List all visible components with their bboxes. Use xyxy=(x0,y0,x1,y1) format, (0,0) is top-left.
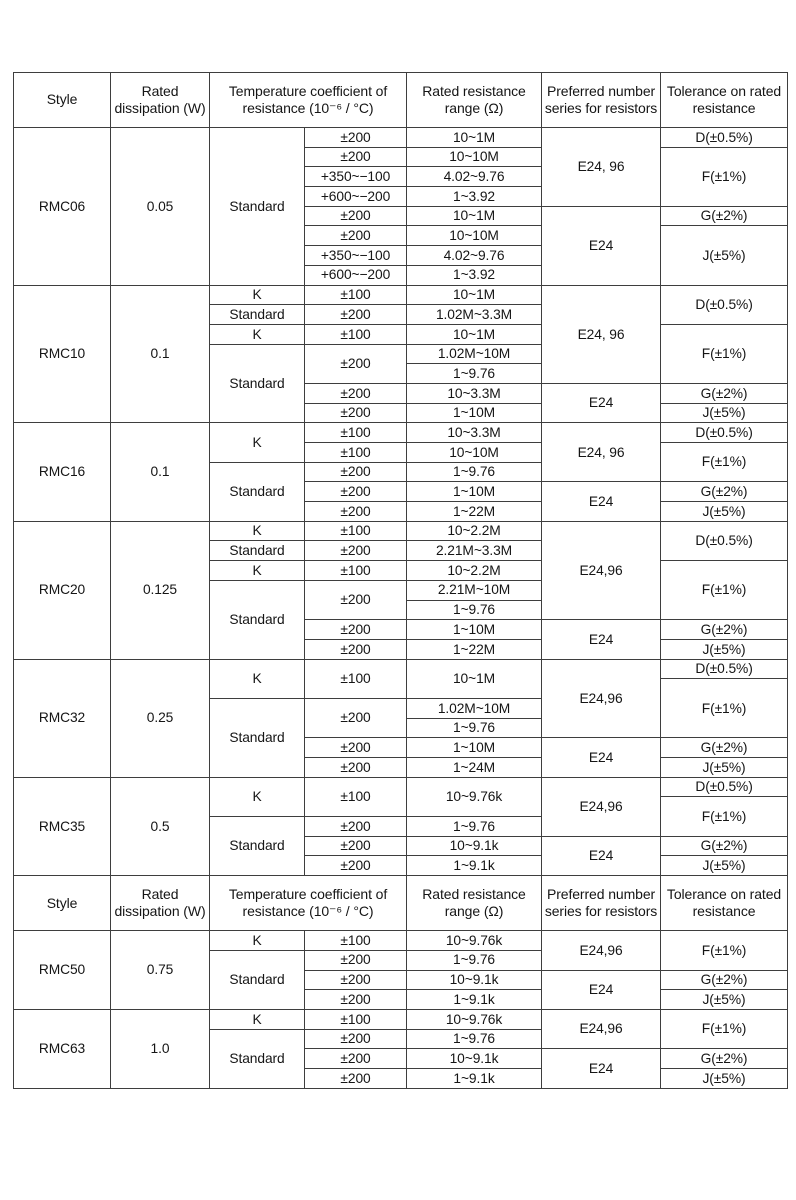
cell-resistance-range: 10~9.1k xyxy=(407,970,542,990)
cell-resistance-range: 1.02M~10M xyxy=(407,698,542,718)
cell-tolerance: G(±2%) xyxy=(661,1049,788,1069)
header-cell-preferred-series: Preferred number series for resistors xyxy=(542,876,661,931)
cell-temp-coeff-value: ±200 xyxy=(305,738,407,758)
cell-temp-coeff-value: ±200 xyxy=(305,305,407,325)
cell-temp-coeff-value: +600~−200 xyxy=(305,265,407,285)
header-row xyxy=(14,73,788,128)
cell-rated-dissipation: 0.25 xyxy=(111,659,210,777)
cell-tolerance: D(±0.5%) xyxy=(661,128,788,148)
cell-tolerance: G(±2%) xyxy=(661,206,788,226)
cell-resistance-range: 1~9.76 xyxy=(407,1029,542,1049)
table-row xyxy=(14,931,788,951)
cell-resistance-range: 10~9.76k xyxy=(407,777,542,816)
header-cell-preferred-series: Preferred number series for resistors xyxy=(542,73,661,128)
cell-temp-coeff-value: ±200 xyxy=(305,541,407,561)
cell-resistance-range: 10~1M xyxy=(407,659,542,698)
cell-preferred-series: E24,96 xyxy=(542,777,661,836)
cell-preferred-series: E24,96 xyxy=(542,931,661,970)
cell-tolerance: F(±1%) xyxy=(661,797,788,836)
cell-temp-coeff-type: K xyxy=(210,423,305,462)
cell-temp-coeff-value: ±200 xyxy=(305,1029,407,1049)
cell-resistance-range: 10~1M xyxy=(407,206,542,226)
cell-temp-coeff-value: ±100 xyxy=(305,561,407,581)
cell-tolerance: G(±2%) xyxy=(661,738,788,758)
cell-temp-coeff-value: ±200 xyxy=(305,226,407,246)
cell-temp-coeff-type: K xyxy=(210,931,305,951)
cell-tolerance: F(±1%) xyxy=(661,147,788,206)
cell-temp-coeff-value: ±200 xyxy=(305,383,407,403)
cell-resistance-range: 10~10M xyxy=(407,147,542,167)
table-row xyxy=(14,777,788,797)
cell-resistance-range: 1~9.76 xyxy=(407,718,542,738)
cell-resistance-range: 10~3.3M xyxy=(407,383,542,403)
cell-resistance-range: 10~1M xyxy=(407,128,542,148)
cell-style: RMC10 xyxy=(14,285,111,423)
cell-rated-dissipation: 1.0 xyxy=(111,1009,210,1088)
header-cell-rated-dissipation: Rated dissipation (W) xyxy=(111,73,210,128)
cell-resistance-range: 4.02~9.76 xyxy=(407,167,542,187)
cell-resistance-range: 2.21M~3.3M xyxy=(407,541,542,561)
header-cell-rated-dissipation: Rated dissipation (W) xyxy=(111,876,210,931)
cell-temp-coeff-value: ±100 xyxy=(305,1009,407,1029)
cell-resistance-range: 1~9.76 xyxy=(407,462,542,482)
cell-tolerance: F(±1%) xyxy=(661,443,788,482)
header-cell-tolerance: Tolerance on rated resistance xyxy=(661,73,788,128)
table-row xyxy=(14,423,788,443)
cell-temp-coeff-type: K xyxy=(210,285,305,305)
cell-resistance-range: 1~3.92 xyxy=(407,187,542,207)
cell-resistance-range: 10~2.2M xyxy=(407,561,542,581)
cell-preferred-series: E24,96 xyxy=(542,1009,661,1048)
cell-rated-dissipation: 0.5 xyxy=(111,777,210,875)
cell-tolerance: J(±5%) xyxy=(661,226,788,285)
cell-resistance-range: 1~9.1k xyxy=(407,856,542,876)
cell-resistance-range: 1~22M xyxy=(407,502,542,522)
cell-rated-dissipation: 0.1 xyxy=(111,423,210,521)
cell-temp-coeff-value: ±200 xyxy=(305,482,407,502)
cell-resistance-range: 1~9.1k xyxy=(407,1068,542,1088)
table-row xyxy=(14,285,788,305)
cell-resistance-range: 1~9.76 xyxy=(407,817,542,837)
cell-temp-coeff-value: ±200 xyxy=(305,206,407,226)
cell-tolerance: J(±5%) xyxy=(661,990,788,1010)
cell-resistance-range: 1~9.76 xyxy=(407,600,542,620)
cell-temp-coeff-value: ±200 xyxy=(305,580,407,619)
header-cell-temp-coeff: Temperature coefficient of resistance (10⁻⁶ / °C) xyxy=(210,73,407,128)
cell-temp-coeff-value: ±200 xyxy=(305,698,407,737)
cell-temp-coeff-type: K xyxy=(210,324,305,344)
cell-temp-coeff-value: +350~−100 xyxy=(305,167,407,187)
cell-style: RMC32 xyxy=(14,659,111,777)
cell-style: RMC06 xyxy=(14,128,111,286)
cell-resistance-range: 1~9.1k xyxy=(407,990,542,1010)
cell-resistance-range: 10~2.2M xyxy=(407,521,542,541)
cell-preferred-series: E24 xyxy=(542,383,661,422)
cell-temp-coeff-value: ±100 xyxy=(305,423,407,443)
cell-resistance-range: 10~10M xyxy=(407,226,542,246)
cell-temp-coeff-type: K xyxy=(210,521,305,541)
resistor-spec-table-body xyxy=(14,73,788,1089)
cell-resistance-range: 10~9.76k xyxy=(407,931,542,951)
header-cell-style: Style xyxy=(14,876,111,931)
cell-resistance-range: 1~3.92 xyxy=(407,265,542,285)
cell-tolerance: G(±2%) xyxy=(661,970,788,990)
cell-style: RMC50 xyxy=(14,931,111,1010)
cell-temp-coeff-type: K xyxy=(210,561,305,581)
cell-tolerance: J(±5%) xyxy=(661,758,788,778)
cell-preferred-series: E24 xyxy=(542,206,661,285)
cell-tolerance: G(±2%) xyxy=(661,482,788,502)
cell-preferred-series: E24 xyxy=(542,738,661,777)
header-row xyxy=(14,876,788,931)
cell-style: RMC16 xyxy=(14,423,111,521)
cell-resistance-range: 10~3.3M xyxy=(407,423,542,443)
cell-rated-dissipation: 0.75 xyxy=(111,931,210,1010)
cell-temp-coeff-type: Standard xyxy=(210,580,305,659)
cell-preferred-series: E24,96 xyxy=(542,659,661,738)
cell-temp-coeff-type: K xyxy=(210,1009,305,1029)
cell-tolerance: G(±2%) xyxy=(661,836,788,856)
cell-resistance-range: 10~10M xyxy=(407,443,542,463)
cell-resistance-range: 1~22M xyxy=(407,639,542,659)
cell-preferred-series: E24,96 xyxy=(542,521,661,619)
cell-temp-coeff-type: Standard xyxy=(210,305,305,325)
cell-temp-coeff-value: ±200 xyxy=(305,990,407,1010)
cell-resistance-range: 10~9.1k xyxy=(407,1049,542,1069)
cell-temp-coeff-value: ±200 xyxy=(305,128,407,148)
cell-preferred-series: E24 xyxy=(542,482,661,521)
cell-resistance-range: 1~9.76 xyxy=(407,950,542,970)
cell-temp-coeff-type: K xyxy=(210,659,305,698)
cell-temp-coeff-type: K xyxy=(210,777,305,816)
cell-temp-coeff-type: Standard xyxy=(210,698,305,777)
cell-temp-coeff-value: ±100 xyxy=(305,521,407,541)
table-row xyxy=(14,659,788,679)
cell-resistance-range: 2.21M~10M xyxy=(407,580,542,600)
cell-rated-dissipation: 0.1 xyxy=(111,285,210,423)
cell-tolerance: J(±5%) xyxy=(661,403,788,423)
cell-temp-coeff-type: Standard xyxy=(210,128,305,286)
cell-temp-coeff-type: Standard xyxy=(210,541,305,561)
cell-rated-dissipation: 0.125 xyxy=(111,521,210,659)
table-row xyxy=(14,1009,788,1029)
cell-temp-coeff-value: ±200 xyxy=(305,950,407,970)
cell-tolerance: F(±1%) xyxy=(661,679,788,738)
cell-temp-coeff-value: ±100 xyxy=(305,285,407,305)
cell-rated-dissipation: 0.05 xyxy=(111,128,210,286)
cell-temp-coeff-value: ±200 xyxy=(305,836,407,856)
header-cell-style: Style xyxy=(14,73,111,128)
cell-preferred-series: E24, 96 xyxy=(542,423,661,482)
cell-preferred-series: E24 xyxy=(542,1049,661,1088)
cell-tolerance: J(±5%) xyxy=(661,639,788,659)
cell-tolerance: D(±0.5%) xyxy=(661,521,788,560)
cell-temp-coeff-value: ±200 xyxy=(305,639,407,659)
cell-tolerance: J(±5%) xyxy=(661,1068,788,1088)
cell-temp-coeff-value: +350~−100 xyxy=(305,246,407,266)
cell-preferred-series: E24 xyxy=(542,836,661,875)
cell-resistance-range: 4.02~9.76 xyxy=(407,246,542,266)
cell-tolerance: D(±0.5%) xyxy=(661,423,788,443)
cell-resistance-range: 1~24M xyxy=(407,758,542,778)
cell-temp-coeff-value: ±100 xyxy=(305,777,407,816)
table-row xyxy=(14,521,788,541)
resistor-spec-table xyxy=(13,72,788,1089)
header-cell-temp-coeff: Temperature coefficient of resistance (10⁻⁶ / °C) xyxy=(210,876,407,931)
cell-tolerance: D(±0.5%) xyxy=(661,285,788,324)
cell-temp-coeff-type: Standard xyxy=(210,1029,305,1088)
cell-resistance-range: 1~9.76 xyxy=(407,364,542,384)
cell-preferred-series: E24, 96 xyxy=(542,285,661,383)
cell-temp-coeff-value: ±200 xyxy=(305,1049,407,1069)
cell-tolerance: F(±1%) xyxy=(661,1009,788,1048)
cell-temp-coeff-type: Standard xyxy=(210,462,305,521)
cell-resistance-range: 1~10M xyxy=(407,403,542,423)
cell-temp-coeff-type: Standard xyxy=(210,344,305,423)
cell-tolerance: G(±2%) xyxy=(661,383,788,403)
cell-temp-coeff-value: +600~−200 xyxy=(305,187,407,207)
cell-tolerance: J(±5%) xyxy=(661,856,788,876)
cell-temp-coeff-type: Standard xyxy=(210,817,305,876)
cell-tolerance: F(±1%) xyxy=(661,561,788,620)
cell-resistance-range: 1~10M xyxy=(407,482,542,502)
cell-temp-coeff-value: ±200 xyxy=(305,502,407,522)
cell-temp-coeff-value: ±200 xyxy=(305,856,407,876)
cell-temp-coeff-value: ±200 xyxy=(305,758,407,778)
table-row xyxy=(14,128,788,148)
header-cell-tolerance: Tolerance on rated resistance xyxy=(661,876,788,931)
cell-style: RMC20 xyxy=(14,521,111,659)
cell-resistance-range: 1~10M xyxy=(407,738,542,758)
cell-tolerance: F(±1%) xyxy=(661,324,788,383)
cell-resistance-range: 10~9.76k xyxy=(407,1009,542,1029)
header-cell-resistance-range: Rated resistance range (Ω) xyxy=(407,876,542,931)
cell-temp-coeff-value: ±200 xyxy=(305,817,407,837)
cell-resistance-range: 10~9.1k xyxy=(407,836,542,856)
cell-tolerance: F(±1%) xyxy=(661,931,788,970)
cell-resistance-range: 1.02M~10M xyxy=(407,344,542,364)
cell-temp-coeff-type: Standard xyxy=(210,950,305,1009)
header-cell-resistance-range: Rated resistance range (Ω) xyxy=(407,73,542,128)
cell-temp-coeff-value: ±100 xyxy=(305,931,407,951)
cell-style: RMC63 xyxy=(14,1009,111,1088)
cell-temp-coeff-value: ±200 xyxy=(305,1068,407,1088)
cell-resistance-range: 1.02M~3.3M xyxy=(407,305,542,325)
cell-temp-coeff-value: ±200 xyxy=(305,970,407,990)
cell-tolerance: D(±0.5%) xyxy=(661,777,788,797)
cell-temp-coeff-value: ±200 xyxy=(305,462,407,482)
cell-temp-coeff-value: ±100 xyxy=(305,324,407,344)
cell-tolerance: J(±5%) xyxy=(661,502,788,522)
cell-temp-coeff-value: ±200 xyxy=(305,344,407,383)
cell-preferred-series: E24 xyxy=(542,970,661,1009)
cell-temp-coeff-value: ±100 xyxy=(305,443,407,463)
cell-preferred-series: E24, 96 xyxy=(542,128,661,207)
cell-resistance-range: 10~1M xyxy=(407,324,542,344)
cell-temp-coeff-value: ±200 xyxy=(305,403,407,423)
cell-temp-coeff-value: ±200 xyxy=(305,620,407,640)
cell-tolerance: D(±0.5%) xyxy=(661,659,788,679)
cell-resistance-range: 1~10M xyxy=(407,620,542,640)
cell-temp-coeff-value: ±200 xyxy=(305,147,407,167)
cell-preferred-series: E24 xyxy=(542,620,661,659)
cell-tolerance: G(±2%) xyxy=(661,620,788,640)
cell-temp-coeff-value: ±100 xyxy=(305,659,407,698)
cell-style: RMC35 xyxy=(14,777,111,875)
cell-resistance-range: 10~1M xyxy=(407,285,542,305)
